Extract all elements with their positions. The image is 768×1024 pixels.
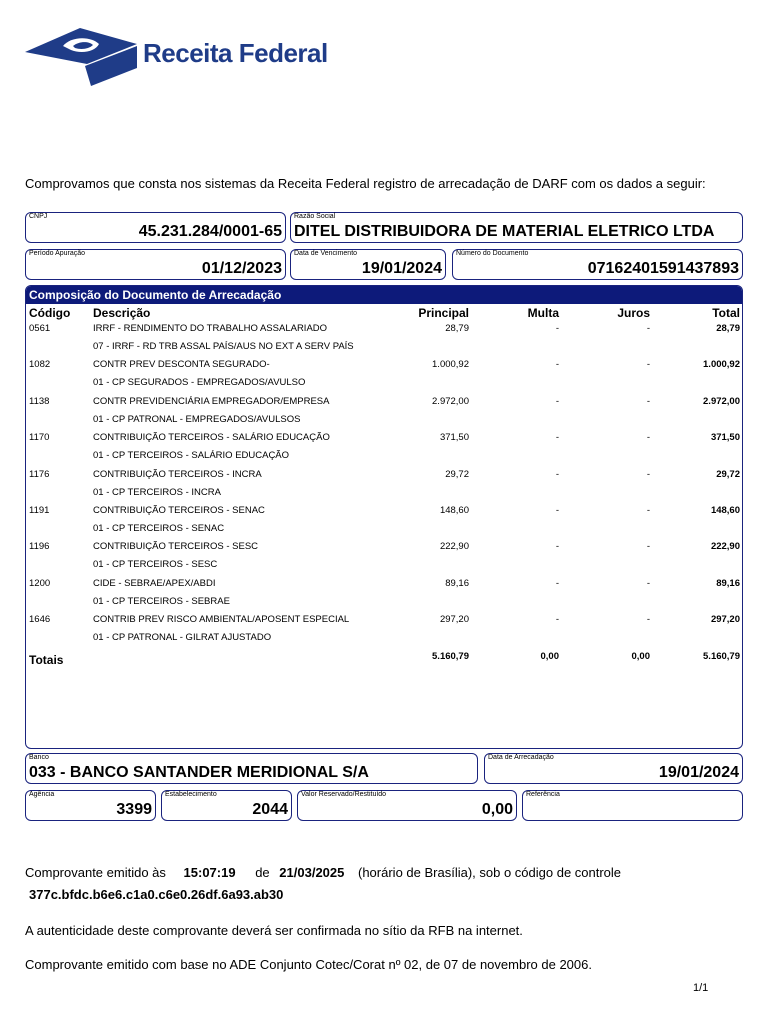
row-juros: - xyxy=(646,505,650,516)
row-juros: - xyxy=(646,432,650,444)
cnpj-label: CNPJ xyxy=(29,213,48,220)
codigo-controle: 377c.bfdc.b6e6.c1a0.c6e0.26df.6a93.ab30 xyxy=(29,887,284,902)
row-juros: - xyxy=(646,541,650,553)
row-multa: - xyxy=(555,432,559,444)
table-subrow xyxy=(26,630,742,648)
intro-text: Comprovamos que consta nos sistemas da Receita Federal registro de arrecadação de DARF com os dados a seguir: xyxy=(25,176,706,191)
cnpj-value: 45.231.284/0001-65 xyxy=(138,223,282,240)
table-subrow xyxy=(26,594,742,612)
reservado-value: 0,00 xyxy=(481,801,513,818)
arrecadacao-box xyxy=(484,753,743,784)
table-subrow xyxy=(26,375,742,393)
emitido-data: 21/03/2025 xyxy=(279,865,345,880)
header-principal: Principal xyxy=(418,306,469,320)
row-subdescricao: 01 - CP TERCEIROS - SEBRAE xyxy=(93,595,230,607)
row-total: 89,16 xyxy=(716,577,740,589)
receita-logo xyxy=(25,24,355,88)
row-multa: - xyxy=(555,359,559,371)
row-multa: - xyxy=(555,577,559,589)
row-descricao: CIDE - SEBRAE/APEX/ABDI xyxy=(93,577,216,589)
row-codigo: 1646 xyxy=(29,614,51,626)
row-descricao: CONTRIB PREV RISCO AMBIENTAL/APOSENT ESPECIAL xyxy=(93,614,350,626)
razao-label: Razão Social xyxy=(294,213,336,220)
row-codigo: 1200 xyxy=(29,577,51,589)
emitido-suffix: (horário de Brasília), sob o código de controle xyxy=(358,865,622,880)
agencia-label: Agência xyxy=(29,791,55,798)
table-row xyxy=(26,321,742,339)
receita-emblem-icon xyxy=(25,24,140,88)
row-multa: - xyxy=(555,395,559,407)
vencimento-label: Data de Vencimento xyxy=(294,250,358,257)
table-row xyxy=(26,430,742,448)
reservado-box xyxy=(297,790,517,821)
row-total: 29,72 xyxy=(716,468,740,480)
row-total: 371,50 xyxy=(710,432,740,444)
emitido-prefix: Comprovante emitido às xyxy=(25,865,166,880)
row-principal: 89,16 xyxy=(445,577,469,589)
table-subrow xyxy=(26,339,742,357)
composicao-title: Composição do Documento de Arrecadação xyxy=(26,286,742,304)
row-principal: 2.972,00 xyxy=(432,395,469,407)
row-total: 148,60 xyxy=(710,505,740,516)
row-subdescricao: 01 - CP PATRONAL - GILRAT AJUSTADO xyxy=(93,632,272,644)
periodo-value: 01/12/2023 xyxy=(201,260,282,277)
row-codigo: 1170 xyxy=(29,432,50,444)
table-row xyxy=(26,503,742,521)
row-principal: 371,50 xyxy=(439,432,469,444)
row-codigo: 1138 xyxy=(29,395,50,407)
arrecadacao-label: Data de Arrecadação xyxy=(488,754,554,761)
table-subrow xyxy=(26,412,742,430)
reservado-label: Valor Reservado/Restituído xyxy=(301,791,387,798)
agencia-box xyxy=(25,790,156,821)
razao-box xyxy=(290,212,743,243)
row-descricao: CONTRIBUIÇÃO TERCEIROS - SALÁRIO EDUCAÇÃO xyxy=(93,432,330,444)
referencia-box xyxy=(522,790,743,821)
row-codigo: 1196 xyxy=(29,541,50,553)
row-codigo: 1176 xyxy=(29,468,50,480)
emitido-hora: 15:07:19 xyxy=(183,865,236,880)
referencia-label: Referência xyxy=(526,791,560,798)
row-multa: - xyxy=(555,323,559,334)
documento-label: Número do Documento xyxy=(456,250,529,257)
documento-box xyxy=(452,249,743,280)
row-codigo: 0561 xyxy=(29,323,51,334)
table-row xyxy=(26,394,742,412)
page-number: 1/1 xyxy=(693,982,709,994)
table-row xyxy=(26,612,742,630)
row-principal: 29,72 xyxy=(445,468,469,480)
table-subrow xyxy=(26,521,742,539)
base-legal-text: Comprovante emitido com base no ADE Conjunto Cotec/Corat nº 02, de 07 de novembro de 2006. xyxy=(25,957,592,972)
row-juros: - xyxy=(646,323,650,334)
table-row xyxy=(26,467,742,485)
totais-total: 5.160,79 xyxy=(703,651,740,662)
periodo-label: Período Apuração xyxy=(29,250,86,257)
row-subdescricao: 07 - IRRF - RD TRB ASSAL PAÍS/AUS NO EXT A SERV PAÍS xyxy=(93,341,354,352)
header-descricao: Descrição xyxy=(93,306,151,320)
totais-principal: 5.160,79 xyxy=(432,651,469,662)
row-descricao: IRRF - RENDIMENTO DO TRABALHO ASSALARIADO xyxy=(93,323,328,334)
periodo-box xyxy=(25,249,286,280)
row-multa: - xyxy=(555,468,559,480)
emitido-line xyxy=(25,865,621,880)
table-row xyxy=(26,539,742,557)
row-principal: 28,79 xyxy=(445,323,469,334)
emitido-de: de xyxy=(255,865,270,880)
banco-label: Banco xyxy=(29,754,49,761)
row-total: 222,90 xyxy=(710,541,740,553)
totais-label: Totais xyxy=(29,653,64,667)
row-juros: - xyxy=(646,468,650,480)
table-row xyxy=(26,357,742,375)
row-subdescricao: 01 - CP TERCEIROS - SESC xyxy=(93,559,218,571)
row-juros: - xyxy=(646,359,650,371)
row-descricao: CONTR PREV DESCONTA SEGURADO- xyxy=(93,359,270,371)
estabelecimento-value: 2044 xyxy=(252,801,288,818)
header-multa: Multa xyxy=(527,306,559,320)
row-juros: - xyxy=(646,577,650,589)
documento-value: 07162401591437893 xyxy=(587,260,739,277)
row-principal: 222,90 xyxy=(439,541,469,553)
cnpj-box xyxy=(25,212,286,243)
estabelecimento-label: Estabelecimento xyxy=(165,791,217,798)
row-total: 297,20 xyxy=(710,614,740,626)
table-subrow xyxy=(26,485,742,503)
row-principal: 148,60 xyxy=(439,505,469,516)
vencimento-box xyxy=(290,249,446,280)
agencia-value: 3399 xyxy=(116,801,152,818)
row-descricao: CONTR PREVIDENCIÁRIA EMPREGADOR/EMPRESA xyxy=(93,395,330,407)
row-total: 2.972,00 xyxy=(703,395,740,407)
row-principal: 1.000,92 xyxy=(432,359,469,371)
banco-value: 033 - BANCO SANTANDER MERIDIONAL S/A xyxy=(29,764,369,781)
row-codigo: 1191 xyxy=(29,505,50,516)
header-juros: Juros xyxy=(617,306,650,320)
header-codigo: Código xyxy=(29,306,71,320)
row-multa: - xyxy=(555,614,559,626)
razao-value: DITEL DISTRIBUIDORA DE MATERIAL ELETRICO LTDA xyxy=(294,223,715,240)
row-subdescricao: 01 - CP PATRONAL - EMPREGADOS/AVULSOS xyxy=(93,413,301,425)
table-subrow xyxy=(26,448,742,466)
row-total: 1.000,92 xyxy=(703,359,740,371)
row-subdescricao: 01 - CP TERCEIROS - INCRA xyxy=(93,486,221,498)
totais-multa: 0,00 xyxy=(540,651,559,662)
estabelecimento-box xyxy=(161,790,292,821)
row-codigo: 1082 xyxy=(29,359,51,371)
autenticidade-text: A autenticidade deste comprovante deverá ser confirmada no sítio da RFB na internet. xyxy=(25,923,523,938)
row-principal: 297,20 xyxy=(439,614,469,626)
composicao-panel xyxy=(25,285,743,749)
row-juros: - xyxy=(646,614,650,626)
logo-text: Receita Federal xyxy=(143,38,328,68)
row-juros: - xyxy=(646,395,650,407)
row-descricao: CONTRIBUIÇÃO TERCEIROS - INCRA xyxy=(93,468,262,480)
row-subdescricao: 01 - CP TERCEIROS - SENAC xyxy=(93,523,225,534)
row-total: 28,79 xyxy=(716,323,740,334)
totais-juros: 0,00 xyxy=(631,651,650,662)
row-subdescricao: 01 - CP TERCEIROS - SALÁRIO EDUCAÇÃO xyxy=(93,450,290,462)
arrecadacao-value: 19/01/2024 xyxy=(658,764,739,781)
row-multa: - xyxy=(555,505,559,516)
header-total: Total xyxy=(712,306,740,320)
row-descricao: CONTRIBUIÇÃO TERCEIROS - SENAC xyxy=(93,505,265,516)
row-descricao: CONTRIBUIÇÃO TERCEIROS - SESC xyxy=(93,541,259,553)
vencimento-value: 19/01/2024 xyxy=(361,260,442,277)
row-multa: - xyxy=(555,541,559,553)
table-row xyxy=(26,576,742,594)
banco-box xyxy=(25,753,478,784)
totais-row xyxy=(26,649,742,667)
row-subdescricao: 01 - CP SEGURADOS - EMPREGADOS/AVULSO xyxy=(93,377,306,389)
table-subrow xyxy=(26,557,742,575)
